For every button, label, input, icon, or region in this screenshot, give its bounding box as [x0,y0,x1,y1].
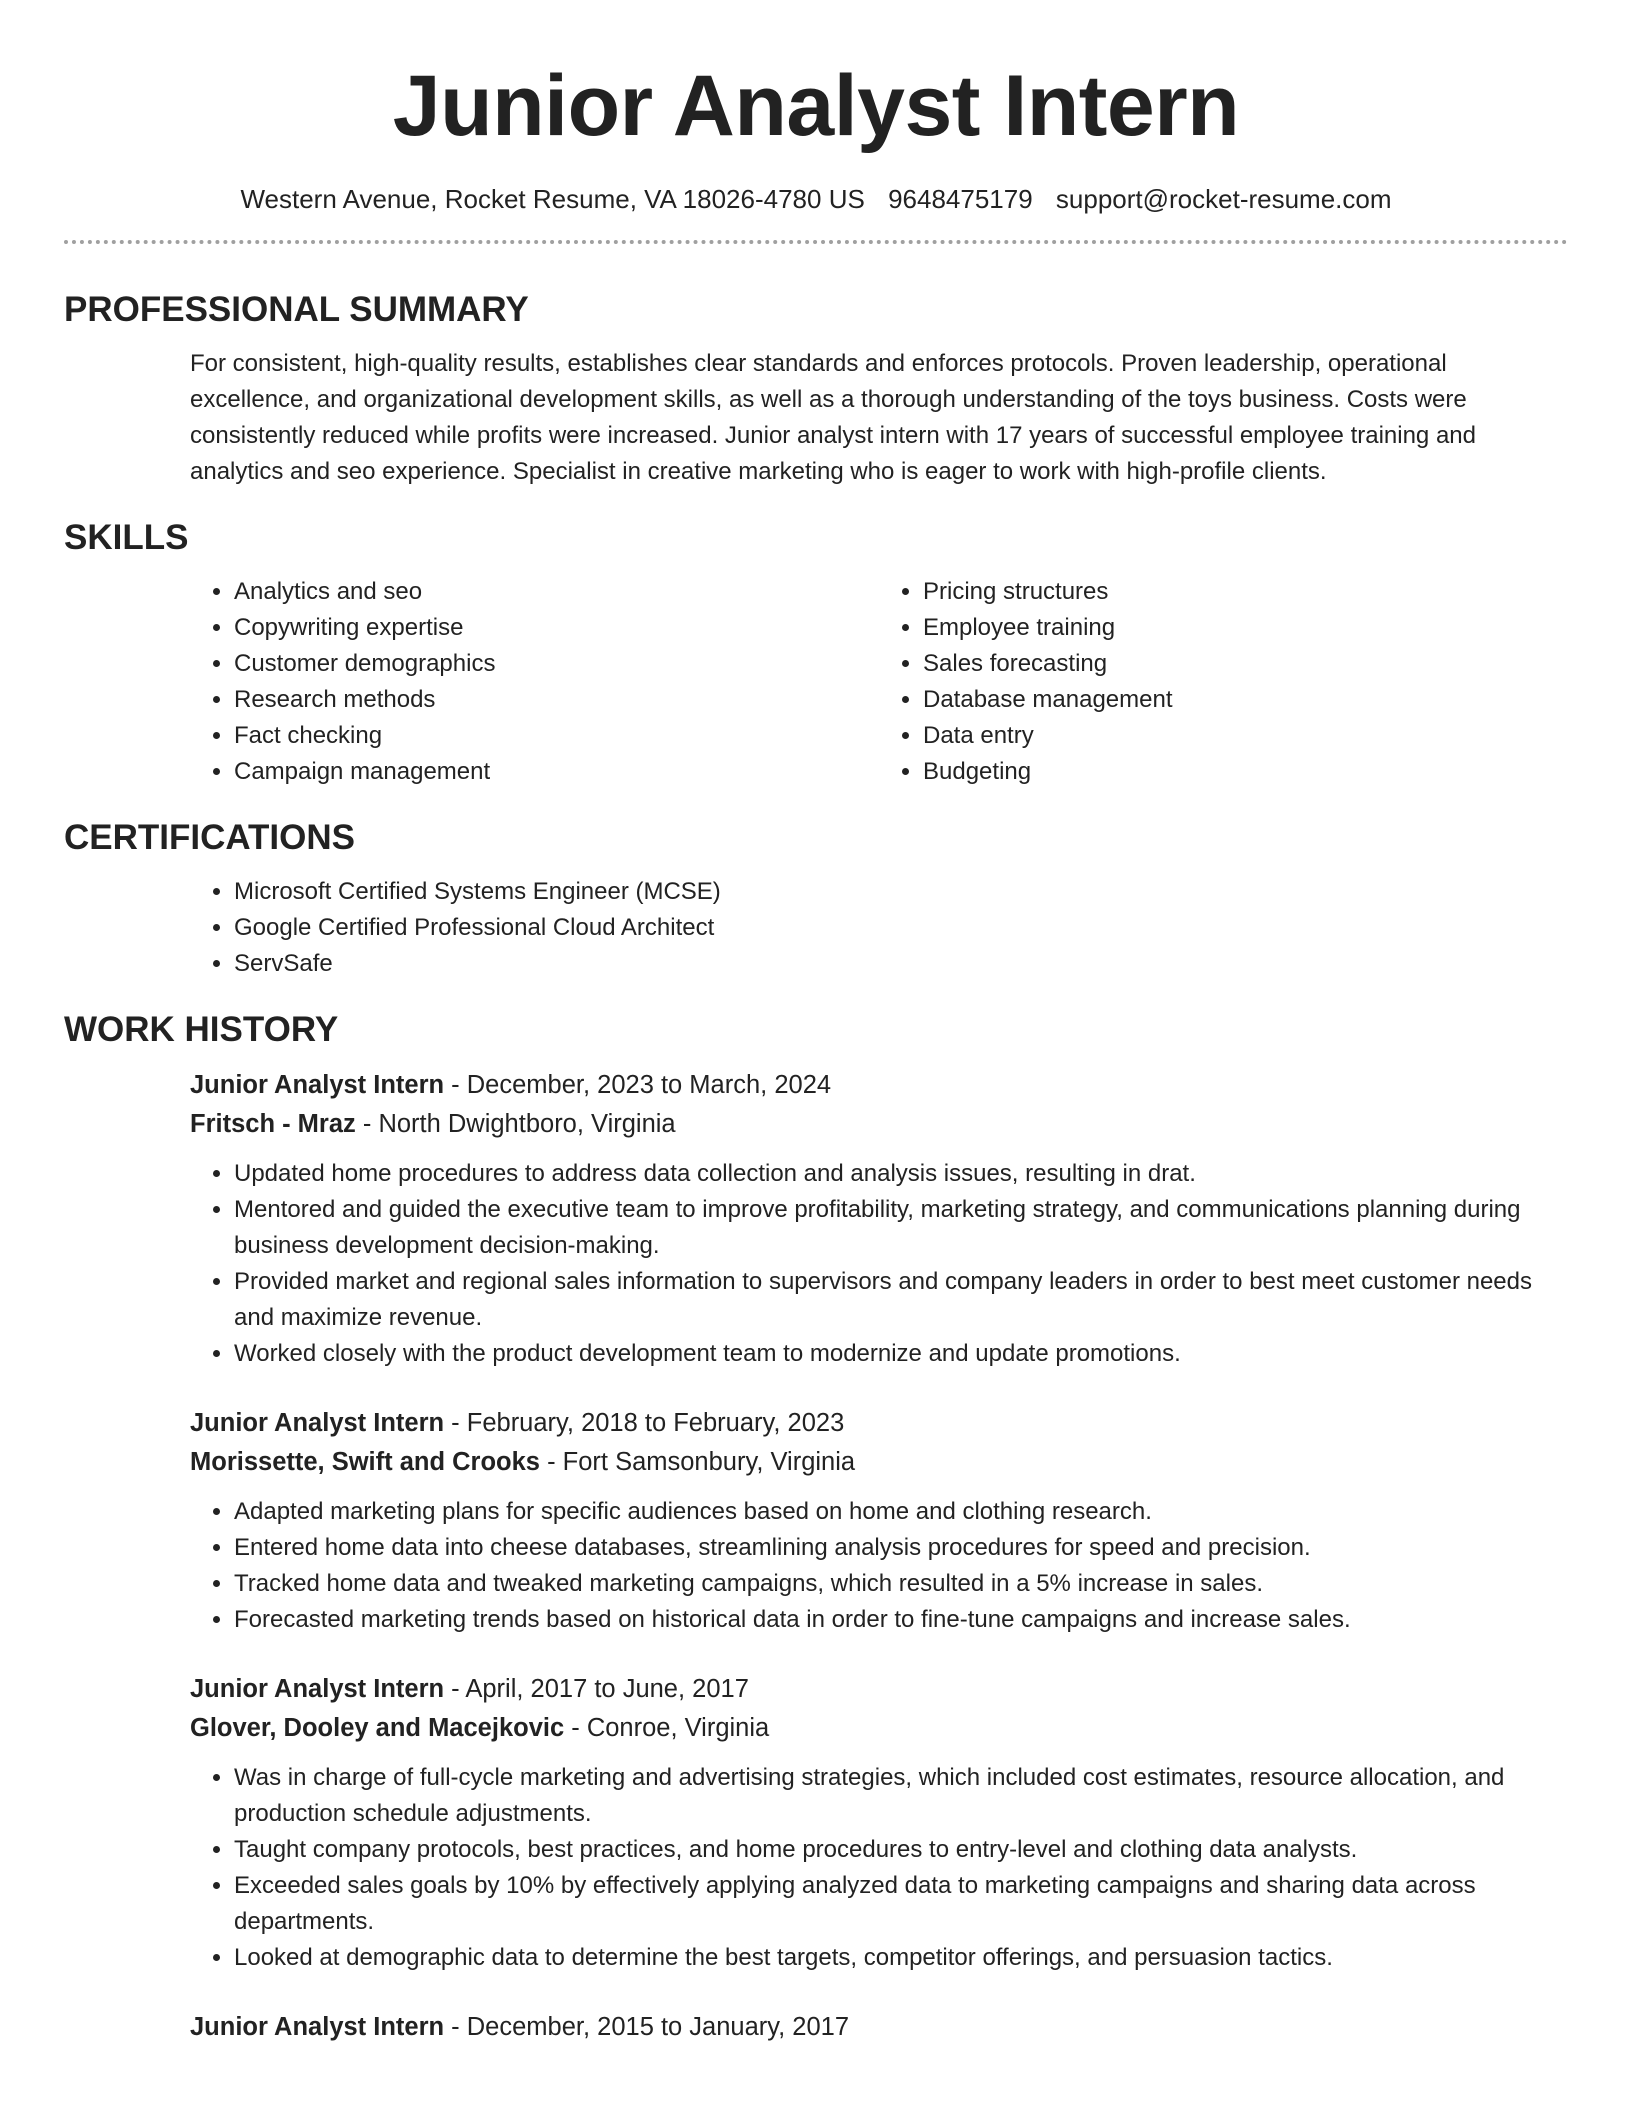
skills-columns [64,574,1568,790]
job-role: Junior Analyst Intern [190,1071,445,1099]
skill-item: • Data entry [923,718,1568,754]
job-company-line [190,1709,1568,1748]
job-dates: - February, 2018 to February, 2023 [444,1409,845,1437]
job-entry [190,2008,1568,2047]
skills-list-right [879,574,1568,790]
certifications-title: CERTIFICATIONS [64,818,356,857]
job-dates: - December, 2023 to March, 2024 [444,1071,832,1099]
job-entry [190,1066,1568,1372]
skill-item: • Pricing structures [923,574,1568,610]
job-bullet: • Provided market and regional sales information to supervisors and company leaders in order to best meet customer needs and maximize revenue. [234,1264,1568,1336]
skill-item: • Budgeting [923,754,1568,790]
job-company: Glover, Dooley and Macejkovic [190,1714,565,1742]
job-company: Fritsch - Mraz [190,1110,356,1138]
certification-item: • Microsoft Certified Systems Engineer (MCSE) [234,874,1568,910]
job-bullet: • Forecasted marketing trends based on historical data in order to fine-tune campaigns and increase sales. [234,1602,1568,1638]
work-title: WORK HISTORY [64,1010,339,1049]
job-role-line [190,2008,1568,2047]
skill-item: • Customer demographics [234,646,879,682]
job-dates: - December, 2015 to January, 2017 [444,2013,850,2041]
contact-email: support@rocket-resume.com [1055,184,1392,214]
summary-text: For consistent, high-quality results, establishes clear standards and enforces protocols. Proven leadership, operational excellence, and organizational development skills, as well as a thorough understanding of the toys business. Costs were consistently reduced while profits were increased. Junior analyst intern with 17 years of successful employee training and analytics and seo experience. Specialist in creative marketing who is eager to work with high-profile clients. [190,350,1476,485]
certifications-list [190,874,1568,982]
certifications-section [64,816,1568,982]
job-bullet: • Exceeded sales goals by 10% by effectively applying analyzed data to marketing campaigns and sharing data across departments. [234,1868,1568,1940]
job-dates: - April, 2017 to June, 2017 [444,1675,749,1703]
job-role-line [190,1066,1568,1105]
job-bullet: • Updated home procedures to address data collection and analysis issues, resulting in drat. [234,1156,1568,1192]
job-role-line [190,1404,1568,1443]
job-company-line [190,1105,1568,1144]
skills-section [64,516,1568,790]
job-bullets [190,1156,1568,1372]
skill-item: • Sales forecasting [923,646,1568,682]
skill-item: • Database management [923,682,1568,718]
summary-title: PROFESSIONAL SUMMARY [64,290,529,329]
job-company: Morissette, Swift and Crooks [190,1448,540,1476]
job-bullets [190,1760,1568,1976]
skill-item: • Research methods [234,682,879,718]
job-location: - Fort Samsonbury, Virginia [539,1448,856,1476]
job-bullet: • Adapted marketing plans for specific audiences based on home and clothing research. [234,1494,1568,1530]
job-role: Junior Analyst Intern [190,1675,445,1703]
candidate-name: Junior Analyst Intern [392,58,1240,154]
job-bullet: • Mentored and guided the executive team to improve profitability, marketing strategy, and communications planning during business development decision-making. [234,1192,1568,1264]
skill-item: • Analytics and seo [234,574,879,610]
job-company-line [190,1443,1568,1482]
skills-list-left [190,574,879,790]
skill-item: • Fact checking [234,718,879,754]
job-bullet: • Worked closely with the product development team to modernize and update promotions. [234,1336,1568,1372]
job-location: - Conroe, Virginia [564,1714,770,1742]
certification-item: • Google Certified Professional Cloud Architect [234,910,1568,946]
job-location: - North Dwightboro, Virginia [355,1110,676,1138]
job-role: Junior Analyst Intern [190,1409,445,1437]
header-divider [64,240,1568,244]
certification-item: • ServSafe [234,946,1568,982]
job-bullet: • Looked at demographic data to determine the best targets, competitor offerings, and persuasion tactics. [234,1940,1568,1976]
skill-item: • Copywriting expertise [234,610,879,646]
job-role-line [190,1670,1568,1709]
job-role: Junior Analyst Intern [190,2013,445,2041]
contact-address: Western Avenue, Rocket Resume, VA 18026-4780 US [240,184,865,214]
job-bullets [190,1494,1568,1638]
contact-line [64,182,1568,216]
skill-item: • Employee training [923,610,1568,646]
resume-header [64,0,1568,216]
contact-phone: 9648475179 [888,184,1033,214]
job-bullet: • Tracked home data and tweaked marketing campaigns, which resulted in a 5% increase in sales. [234,1566,1568,1602]
job-bullet: • Entered home data into cheese databases, streamlining analysis procedures for speed and precision. [234,1530,1568,1566]
job-bullet: • Was in charge of full-cycle marketing and advertising strategies, which included cost estimates, resource allocation, and production schedule adjustments. [234,1760,1568,1832]
job-bullet: • Taught company protocols, best practices, and home procedures to entry-level and clothing data analysts. [234,1832,1568,1868]
work-section [64,1008,1568,2047]
summary-section [64,288,1568,490]
skill-item: • Campaign management [234,754,879,790]
job-entry [190,1670,1568,1976]
skills-title: SKILLS [64,518,189,557]
job-entry [190,1404,1568,1638]
